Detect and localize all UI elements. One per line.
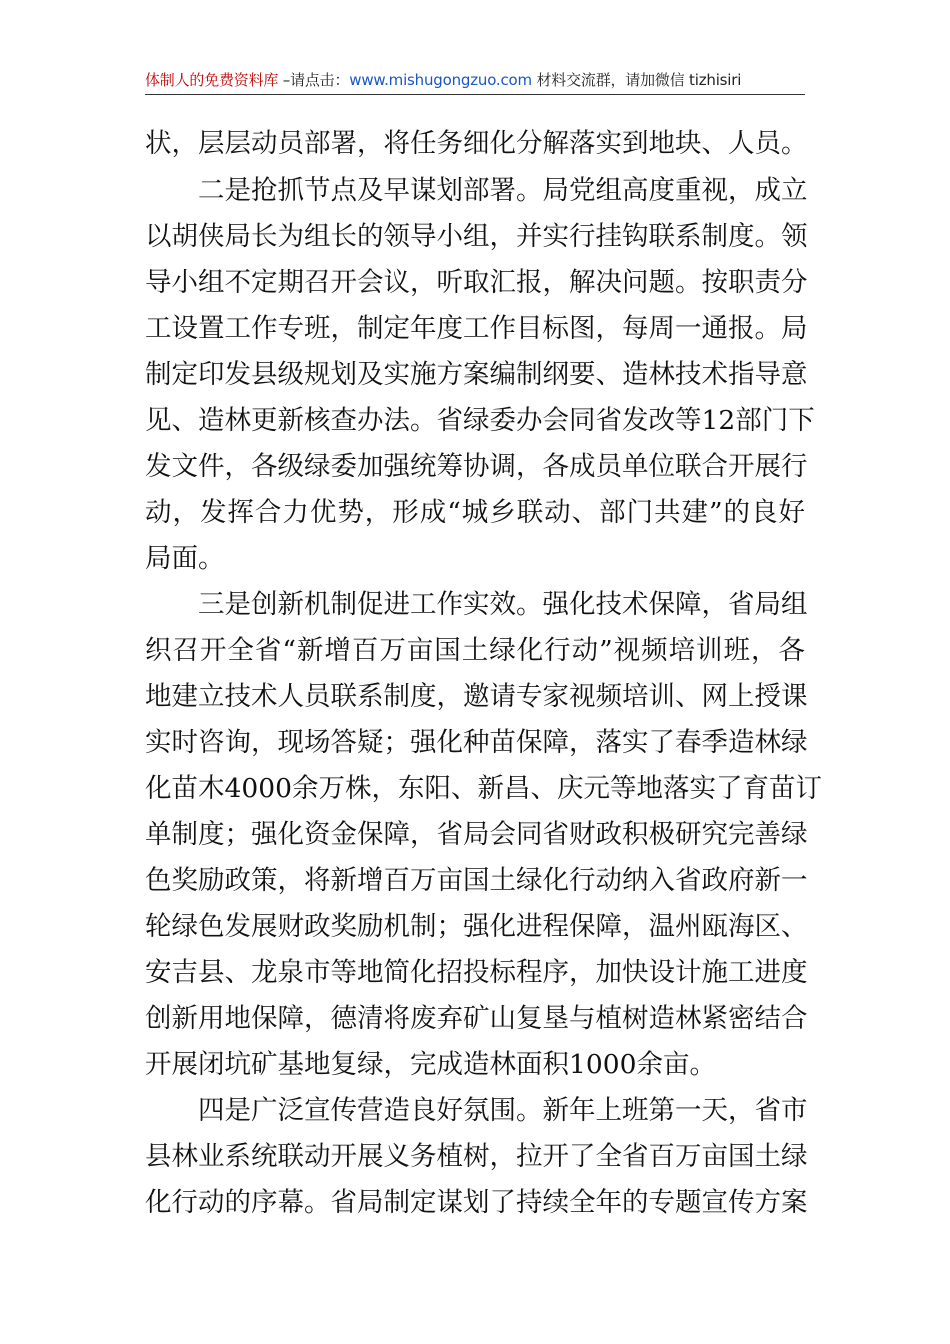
text-line: 以胡侠局长为组长的领导小组，并实行挂钩联系制度。领: [145, 221, 808, 252]
text-line: 制定印发县级规划及实施方案编制纲要、造林技术指导意: [145, 359, 808, 390]
text-line: 见、造林更新核查办法。省绿委办会同省发改等12部门下: [145, 405, 815, 436]
text-line: 动，发挥合力优势，形成“城乡联动、部门共建”的良好: [145, 497, 805, 528]
text-line: 发文件，各级绿委加强统筹协调，各成员单位联合开展行: [145, 451, 808, 482]
text-line: 色奖励政策，将新增百万亩国土绿化行动纳入省政府新一: [145, 865, 808, 896]
paragraph-start: 三是创新机制促进工作实效。强化技术保障，省局组: [198, 589, 808, 620]
text-line: 局面。: [145, 543, 225, 574]
page-header: [145, 66, 805, 94]
header-contact: 材料交流群，请加微信 tizhisiri: [531, 71, 742, 89]
paragraph-start: 二是抢抓节点及早谋划部署。局党组高度重视，成立: [198, 175, 808, 206]
text-line: 织召开全省“新增百万亩国土绿化行动”视频培训班，各: [145, 635, 805, 666]
paragraph-start: 四是广泛宣传营造良好氛围。新年上班第一天，省市: [198, 1095, 808, 1126]
header-link[interactable]: www.mishugongzuo.com: [349, 71, 532, 89]
text-line: 创新用地保障，德清将废弃矿山复垦与植树造林紧密结合: [145, 1003, 808, 1034]
text-line: 安吉县、龙泉市等地简化招投标程序，加快设计施工进度: [145, 957, 808, 988]
header-separator: –请点击：: [278, 71, 350, 89]
text-line: 实时咨询，现场答疑；强化种苗保障，落实了春季造林绿: [145, 727, 808, 758]
text-line: 开展闭坑矿基地复绿，完成造林面积1000余亩。: [145, 1049, 716, 1080]
text-line: 地建立技术人员联系制度，邀请专家视频培训、网上授课: [145, 681, 808, 712]
text-line: 化行动的序幕。省局制定谋划了持续全年的专题宣传方案: [145, 1187, 808, 1218]
text-line: 县林业系统联动开展义务植树，拉开了全省百万亩国土绿: [145, 1141, 808, 1172]
text-line: 单制度；强化资金保障，省局会同省财政积极研究完善绿: [145, 819, 808, 850]
header-divider: [145, 94, 805, 95]
text-line: 导小组不定期召开会议，听取汇报，解决问题。按职责分: [145, 267, 808, 298]
text-line: 工设置工作专班，制定年度工作目标图，每周一通报。局: [145, 313, 808, 344]
text-line: 状，层层动员部署，将任务细化分解落实到地块、人员。: [145, 128, 808, 159]
text-line: 化苗木4000余万株，东阳、新昌、庆元等地落实了育苗订: [145, 773, 822, 804]
text-line: 轮绿色发展财政奖励机制；强化进程保障，温州瓯海区、: [145, 911, 808, 942]
header-brand: 体制人的免费资料库: [145, 71, 279, 89]
